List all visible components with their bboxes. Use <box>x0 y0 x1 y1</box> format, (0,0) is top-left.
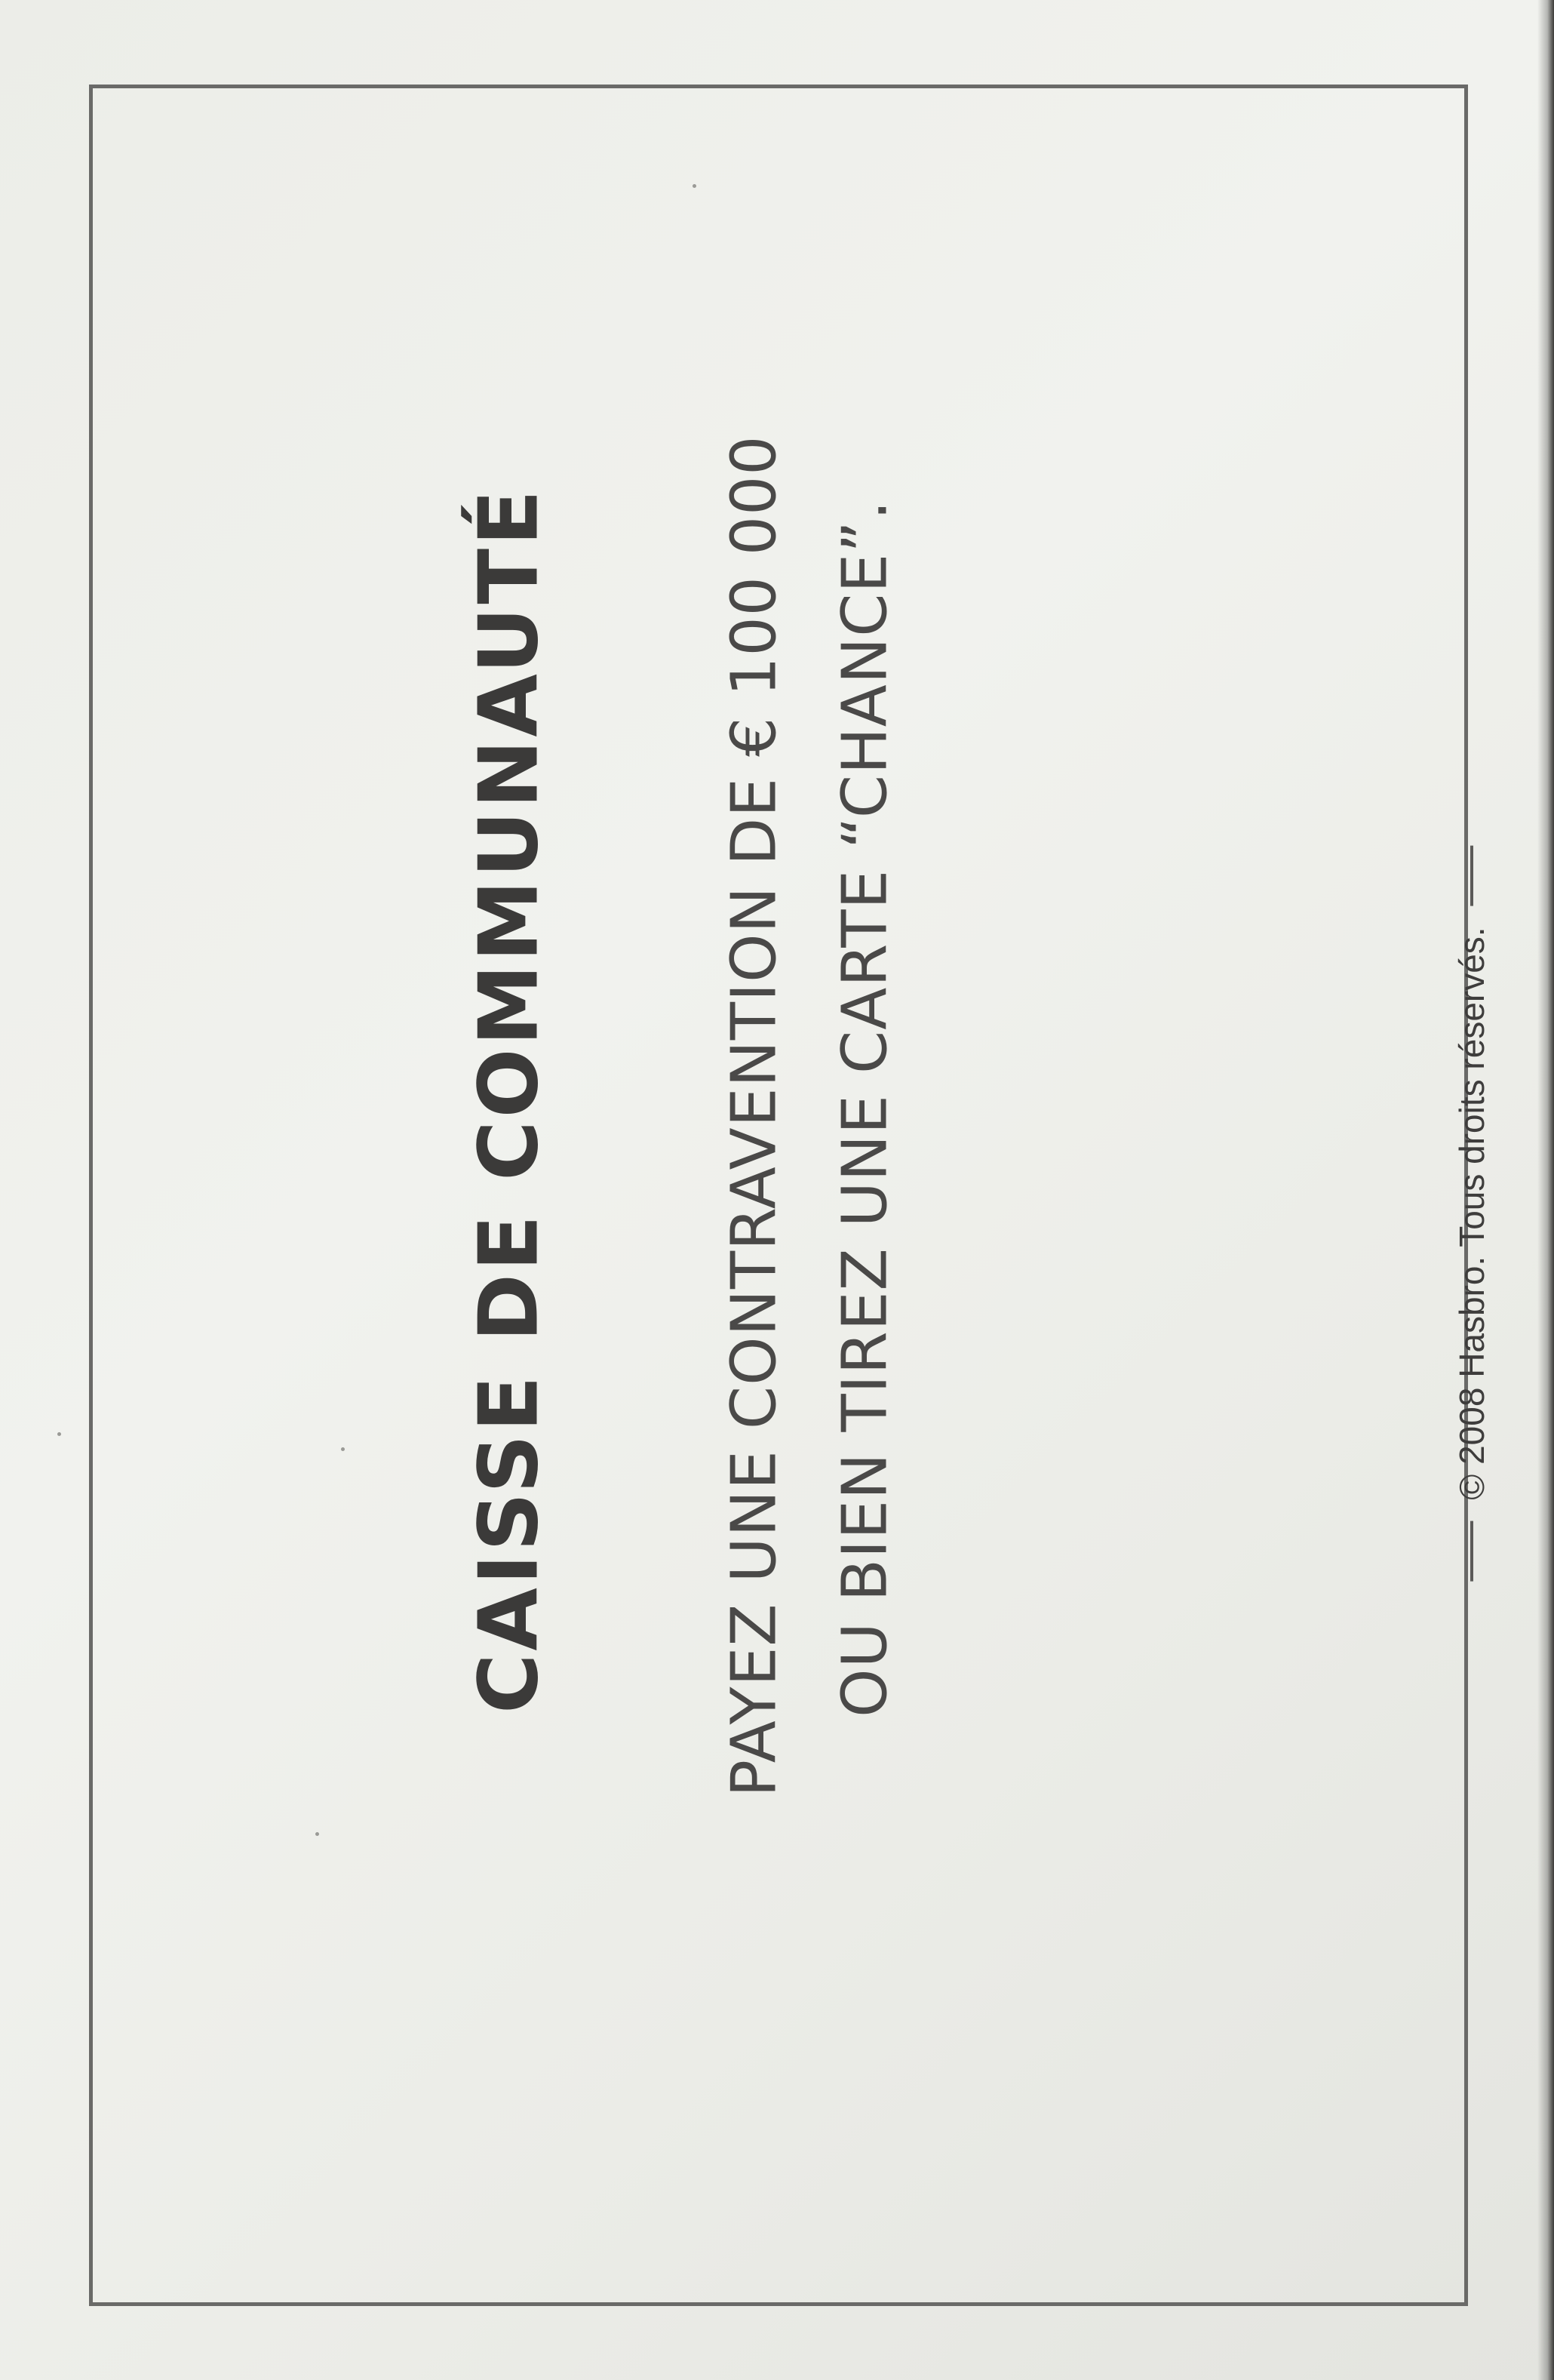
paper-speck <box>693 184 696 188</box>
card-edge-shadow <box>1537 0 1554 2380</box>
card-instruction-text-1: PAYEZ UNE CONTRAVENTION DE € 100 000 <box>718 435 791 1797</box>
card-instruction-text-2: OU BIEN TIREZ UNE CARTE “CHANCE”. <box>829 500 901 1717</box>
copyright-rule-left <box>1470 1521 1473 1582</box>
paper-speck <box>57 1432 61 1436</box>
copyright-rule-right <box>1470 845 1473 906</box>
copyright-text: © 2008 Hasbro. Tous droits réservés. <box>1452 927 1491 1500</box>
card-title-text: CAISSE DE COMMUNAUTÉ <box>462 487 557 1714</box>
paper-speck <box>315 1832 319 1836</box>
paper-speck <box>341 1447 345 1451</box>
